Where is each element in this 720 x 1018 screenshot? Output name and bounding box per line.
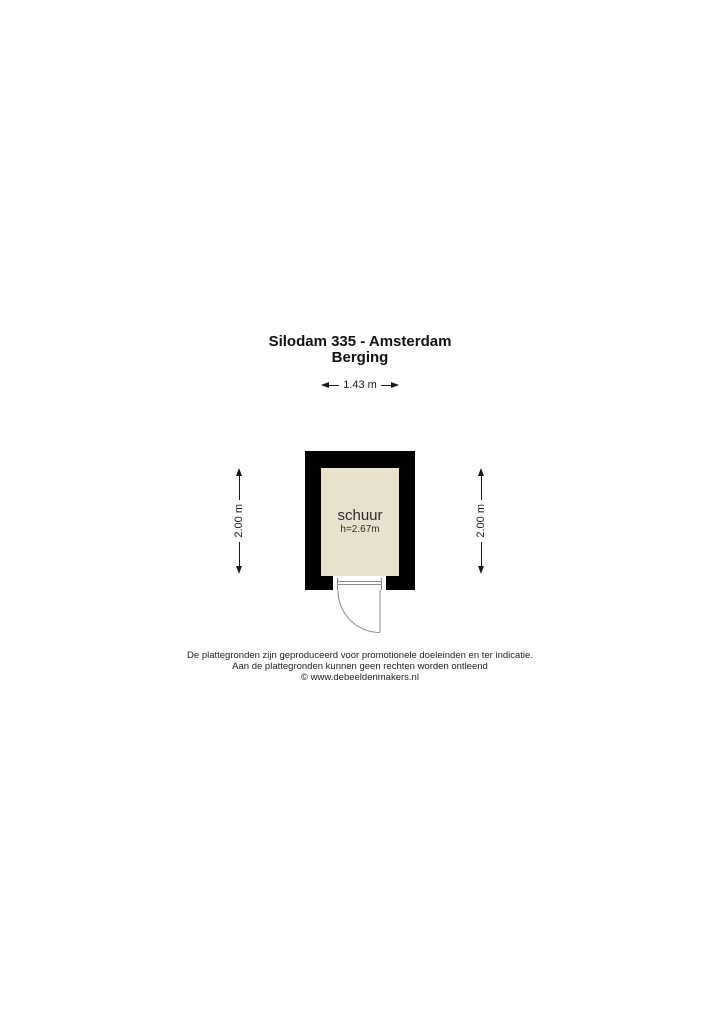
disclaimer-line-1: De plattegronden zijn geproduceerd voor promotionele doeleinden en ter indicatie.: [187, 650, 533, 661]
copyright: © www.debeeldenmakers.nl: [301, 672, 419, 683]
dimension-line: [329, 385, 339, 386]
door-swing: [329, 590, 385, 635]
height-dimension-right: [474, 468, 488, 574]
width-dimension: [321, 378, 399, 392]
dimension-line: [481, 476, 482, 500]
page-subtitle: Berging: [331, 349, 389, 366]
arrowhead-up-icon: [236, 468, 242, 476]
arrowhead-down-icon: [236, 566, 242, 574]
floor-plan: [305, 451, 415, 590]
arrowhead-left-icon: [321, 382, 329, 388]
footer: [0, 650, 720, 683]
arrowhead-up-icon: [478, 468, 484, 476]
title-block: [0, 334, 720, 366]
door-opening: [333, 576, 386, 590]
room-name-label: schuur: [337, 507, 383, 524]
arrowhead-down-icon: [478, 566, 484, 574]
width-dimension-label: 1.43 m: [343, 379, 377, 391]
height-dimension-left: [232, 468, 246, 574]
dimension-line: [239, 476, 240, 500]
height-dimension-right-label: 2.00 m: [475, 504, 487, 538]
door-threshold-icon: [333, 576, 386, 590]
arrowhead-right-icon: [391, 382, 399, 388]
door-swing-icon: [329, 590, 385, 635]
dimension-line: [481, 542, 482, 566]
room-ceiling-height-label: h=2.67m: [340, 524, 380, 535]
dimension-line: [239, 542, 240, 566]
page-title: Silodam 335 - Amsterdam: [268, 333, 452, 350]
dimension-line: [381, 385, 391, 386]
disclaimer-line-2: Aan de plattegronden kunnen geen rechten worden ontleend: [232, 661, 488, 672]
height-dimension-left-label: 2.00 m: [233, 504, 245, 538]
room-schuur: [321, 468, 399, 576]
